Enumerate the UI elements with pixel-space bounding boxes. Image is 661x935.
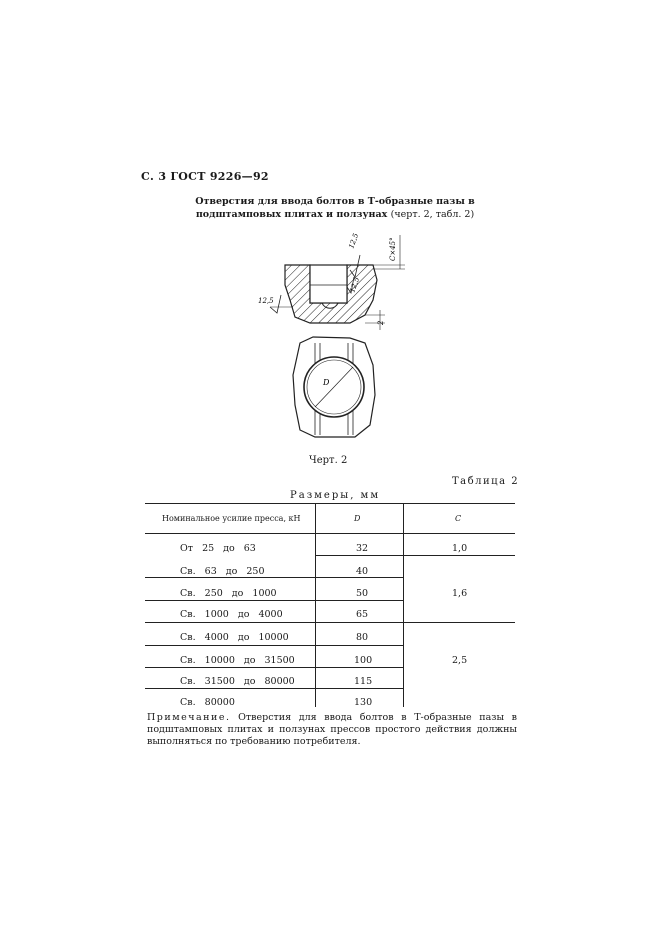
section-view	[258, 232, 405, 330]
dim-2-label: 2	[377, 320, 385, 325]
row-rule	[145, 645, 403, 646]
note-text: Отверстия для ввода болтов в Т-образные пазы в подштамповых плитах и ползунах прессов простого действия должны выполняться по требованию потребителя.	[147, 712, 517, 747]
row-rule	[145, 577, 403, 578]
diameter-label: D	[323, 378, 330, 387]
title-main: Отверстия для ввода болтов в Т-образные пазы в подштамповых плитах и ползунах	[195, 196, 475, 220]
roughness-right-label: 12,5	[348, 276, 362, 294]
row-rule	[145, 622, 515, 623]
table-note	[147, 712, 517, 748]
table-row-force: Св. 4000 до 10000	[180, 632, 289, 643]
table-row-d: 40	[356, 566, 369, 577]
table-row-force: Св. 31500 до 80000	[180, 676, 295, 687]
table-row-d: 32	[356, 543, 369, 554]
sizes-label: Размеры, мм	[290, 490, 381, 501]
note-lead: Примечание.	[147, 712, 231, 723]
column-header-c: C	[455, 514, 462, 523]
table-row-force: Св. 80000	[180, 697, 235, 708]
table-label: Таблица 2	[452, 476, 520, 487]
row-rule	[315, 555, 515, 556]
table-row-c: 2,5	[452, 655, 468, 666]
table-row-d: 100	[354, 655, 373, 666]
table-row-d: 65	[356, 609, 369, 620]
page-header: С. 3 ГОСТ 9226—92	[141, 170, 269, 183]
table-row-force: От 25 до 63	[180, 543, 256, 554]
row-rule	[145, 600, 403, 601]
row-rule	[145, 688, 403, 689]
table-col-divider-1	[315, 503, 316, 707]
figure-caption: Черт. 2	[309, 455, 348, 466]
table-row-force: Св. 250 до 1000	[180, 588, 277, 599]
table-row-d: 50	[356, 588, 369, 599]
roughness-left-label: 12,5	[258, 297, 274, 305]
roughness-top-label: 12,5	[347, 232, 361, 250]
technical-drawing	[255, 225, 415, 450]
row-rule	[145, 667, 403, 668]
column-header-d: D	[354, 514, 361, 523]
chamfer-label: C×45°	[389, 237, 397, 261]
table-row-force: Св. 10000 до 31500	[180, 655, 295, 666]
table-top-rule	[145, 503, 515, 504]
title-ref: (черт. 2, табл. 2)	[390, 209, 475, 220]
table-col-divider-2	[403, 503, 404, 707]
table-header-rule	[145, 533, 515, 534]
table-row-c: 1,6	[452, 588, 468, 599]
plan-view	[293, 337, 375, 437]
table-row-d: 80	[356, 632, 369, 643]
table-row-force: Св. 1000 до 4000	[180, 609, 283, 620]
table-row-force: Св. 63 до 250	[180, 566, 265, 577]
column-header-force: Номинальное усилие пресса, кН	[162, 514, 301, 523]
section-title	[170, 195, 500, 221]
table-row-d: 130	[354, 697, 373, 708]
table-row-d: 115	[354, 676, 373, 687]
table-row-c: 1,0	[452, 543, 468, 554]
